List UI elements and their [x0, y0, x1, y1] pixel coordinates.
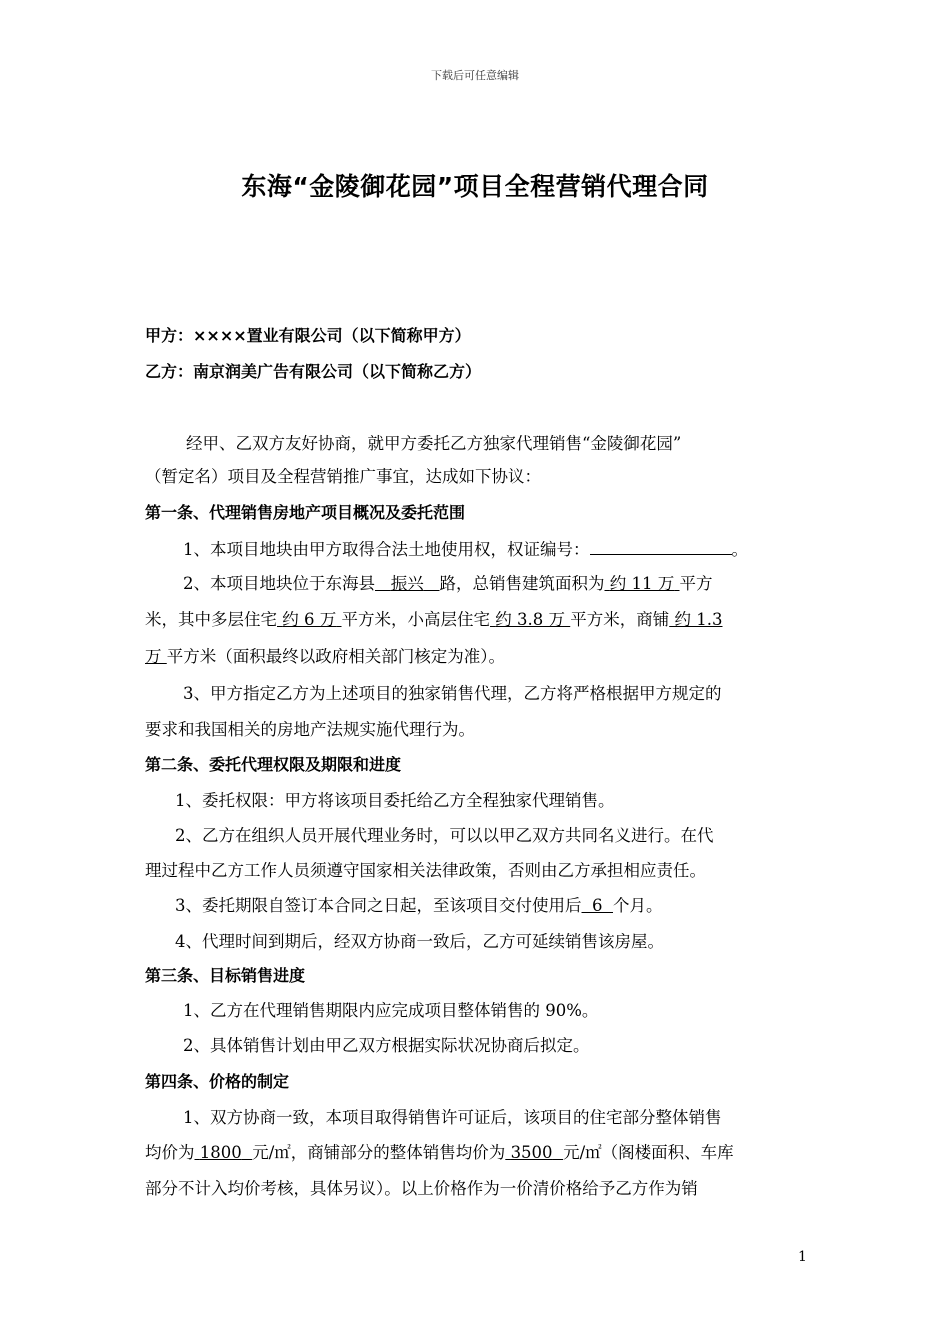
s1-clause-2-text-a: 2、本项目地块位于东海县: [183, 574, 375, 593]
s1-clause-2-text-c: 平方: [679, 574, 713, 593]
section-3-heading: 第三条、目标销售进度: [145, 966, 306, 985]
page-number: 1: [798, 1249, 807, 1265]
s2-clause-3-text-b: 个月。: [613, 896, 663, 915]
s4-clause-1-text-b: 元/㎡，商铺部分的整体销售均价为: [252, 1143, 506, 1162]
shop-area-value-b: [145, 647, 167, 666]
total-area-value: [605, 574, 680, 593]
s3-clause-2: 2、具体销售计划由甲乙双方根据实际状况协商后拟定。: [183, 1036, 590, 1055]
intro-line-2: （暂定名）项目及全程营销推广事宜，达成如下协议：: [145, 467, 541, 486]
s1-clause-2-text-e: 平方米，小高层住宅: [341, 610, 490, 629]
shop-area-value-a: [669, 610, 722, 629]
residential-price-text: 1800: [199, 1143, 242, 1162]
s2-clause-2-line-1: 2、乙方在组织人员开展代理业务时，可以以甲乙双方共同名义进行。在代: [175, 826, 714, 845]
multi-storey-area-text: 约 6 万: [282, 610, 337, 629]
s2-clause-4: 4、代理时间到期后，经双方协商一致后，乙方可延续销售该房屋。: [175, 932, 664, 951]
intro-line-1: 经甲、乙双方友好协商，就甲方委托乙方独家代理销售“金陵御花园”: [186, 434, 682, 453]
residential-price-value: [195, 1143, 253, 1162]
high-rise-area-text: 约 3.8 万: [495, 610, 565, 629]
multi-storey-area-value: [277, 610, 342, 629]
shop-area-text-a: 约 1.3: [674, 610, 723, 629]
s1-clause-2-text-d: 米，其中多层住宅: [145, 610, 277, 629]
s1-clause-3-line-1: 3、甲方指定乙方为上述项目的独家销售代理，乙方将严格根据甲方规定的: [183, 684, 722, 703]
road-name-value: [375, 574, 440, 593]
section-2-heading: 第二条、委托代理权限及期限和进度: [145, 755, 402, 774]
s1-clause-2-line-3: [145, 643, 505, 667]
s4-clause-1-line-1: 1、双方协商一致，本项目取得销售许可证后，该项目的住宅部分整体销售: [183, 1108, 722, 1127]
total-area-text: 约 11 万: [609, 574, 675, 593]
s1-clause-1-text: 1、本项目地块由甲方取得合法土地使用权，权证编号：: [183, 540, 590, 559]
s2-clause-2-line-2: 理过程中乙方工作人员须遵守国家相关法律政策，否则由乙方承担相应责任。: [145, 861, 706, 880]
s1-clause-2-text-g: 平方米（面积最终以政府相关部门核定为准）。: [166, 647, 505, 666]
months-value: [582, 896, 614, 915]
s2-clause-1: 1、委托权限：甲方将该项目委托给乙方全程独家代理销售。: [175, 791, 615, 810]
s1-clause-3-line-2: 要求和我国相关的房地产法规实施代理行为。: [145, 720, 475, 739]
s1-clause-1-end: 。: [731, 540, 748, 559]
section-4-heading: 第四条、价格的制定: [145, 1072, 290, 1091]
shop-price-value: [505, 1143, 563, 1162]
certificate-number-blank: [590, 540, 732, 555]
document-title: 东海“金陵御花园”项目全程营销代理合同: [241, 172, 709, 201]
shop-area-text-b: 万: [145, 647, 162, 666]
s2-clause-3: [175, 892, 663, 916]
s1-clause-2-line-2: [145, 606, 722, 630]
section-1-heading: 第一条、代理销售房地产项目概况及委托范围: [145, 503, 466, 522]
s4-clause-1-text-a: 均价为: [145, 1143, 195, 1162]
s4-clause-1-line-2: [145, 1139, 734, 1163]
months-text: 6: [592, 896, 603, 915]
road-name-text: 振兴: [390, 574, 424, 593]
s1-clause-2-text-f: 平方米，商铺: [570, 610, 670, 629]
party-a: 甲方：××××置业有限公司（以下简称甲方）: [145, 326, 471, 345]
s4-clause-1-line-3: 部分不计入均价考核，具体另议）。以上价格作为一价清价格给予乙方作为销: [145, 1179, 698, 1198]
s1-clause-1: [183, 536, 748, 560]
party-b: 乙方：南京润美广告有限公司（以下简称乙方）: [145, 362, 482, 381]
s1-clause-2-text-b: 路，总销售建筑面积为: [439, 574, 605, 593]
s2-clause-3-text-a: 3、委托期限自签订本合同之日起，至该项目交付使用后: [175, 896, 582, 915]
s1-clause-2-line-1: [183, 570, 713, 594]
shop-price-text: 3500: [510, 1143, 553, 1162]
s4-clause-1-text-c: 元/㎡（阁楼面积、车库: [563, 1143, 734, 1162]
page-header-note: 下载后可任意编辑: [431, 69, 519, 82]
s3-clause-1: 1、乙方在代理销售期限内应完成项目整体销售的 90%。: [183, 1001, 599, 1020]
high-rise-area-value: [490, 610, 570, 629]
